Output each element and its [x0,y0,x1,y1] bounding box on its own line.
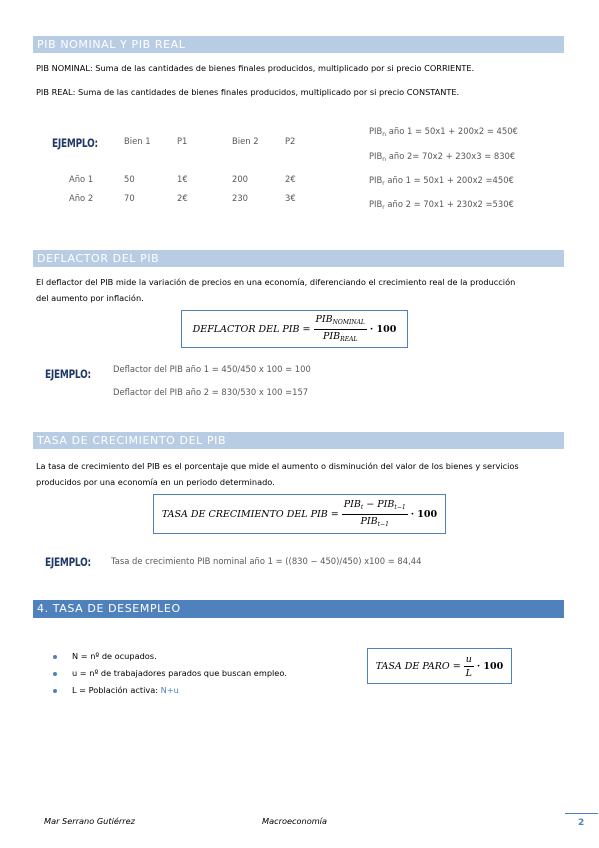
calc-line: $PIB_n$ año 1 = 50x1 + 200x2 = 450€ [369,126,518,138]
bullet-dot [53,689,57,693]
table-cell: 1€ [177,174,188,184]
example-label: EJEMPLO: [45,555,91,569]
footer-rule [565,813,598,814]
paragraph-line: producidos por una economía en un periodo determinado. [36,477,275,487]
table-cell: 50 [124,174,135,184]
table-header: Bien 1 [124,136,151,146]
list-item: L = Población activa: N+u [72,685,179,695]
paragraph-line: del aumento por inflación. [36,293,144,303]
table-cell: 200 [232,174,248,184]
formula-times: · 100 [410,508,438,520]
example-label: EJEMPLO: [52,136,98,150]
section-title: DEFLACTOR DEL PIB [37,252,160,265]
table-cell: 70 [124,193,135,203]
table-cell: 3€ [285,193,296,203]
list-item: N = nº de ocupados. [72,651,157,661]
table-header: P1 [177,136,188,146]
example-line: Tasa de crecimiento PIB nominal año 1 = ((830 − 450)/450) x100 = 84,44 [111,556,422,566]
page-number: 2 [578,818,585,828]
example-label: EJEMPLO: [45,367,91,381]
section-banner-pib [33,36,564,53]
table-cell: 2€ [285,174,296,184]
formula-lhs: TASA DE PARO = [375,660,461,672]
calc-line: $PIB_r$ año 2 = 70x1 + 230x2 =530€ [369,199,514,211]
accent-text: N+u [160,685,179,695]
section-title: PIB NOMINAL Y PIB REAL [37,38,186,51]
formula-crecimiento [153,494,446,534]
paragraph-pib-nominal: PIB NOMINAL: Suma de las cantidades de bienes finales producidos, multiplicado por si precio CORRIENTE. [36,63,475,73]
formula-times: · 100 [476,660,504,672]
paragraph-line: La tasa de crecimiento del PIB es el porcentaje que mide el aumento o disminución del valor de los bienes y servicios [36,461,519,471]
footer-author: Mar Serrano Gutiérrez [44,816,135,826]
section-title: 4. TASA DE DESEMPLEO [37,602,181,615]
table-row-label: Año 1 [69,174,94,184]
calc-line: $PIB_n$ año 2= 70x2 + 230x3 = 830€ [369,151,516,163]
table-cell: 230 [232,193,248,203]
section-banner-desempleo [33,600,564,618]
paragraph-pib-real: PIB REAL: Suma de las cantidades de bienes finales producidos, multiplicado por si precio CONSTANTE. [36,87,460,97]
formula-fraction: $\frac{PIB_t - PIB_{t-1}}{PIB_{t-1}}$ [343,498,406,528]
table-row-label: Año 2 [69,193,94,203]
section-banner-deflactor [33,250,564,267]
bullet-dot [53,672,57,676]
bullet-dot [53,655,57,659]
table-header: Bien 2 [232,136,259,146]
section-title: TASA DE CRECIMIENTO DEL PIB [37,434,227,447]
footer-subject: Macroeconomía [262,816,327,826]
formula-lhs: TASA DE CRECIMIENTO DEL PIB = [161,508,339,520]
formula-times: · 100 [369,323,397,335]
section-banner-crecimiento [33,432,564,449]
table-cell: 2€ [177,193,188,203]
formula-fraction: $\frac{PIB_{NOMINAL}}{PIB_{REAL}}$ [315,313,365,343]
calc-line: $PIB_r$ año 1 = 50x1 + 200x2 =450€ [369,175,514,187]
paragraph-line: El deflactor del PIB mide la variación de precios en una economía, diferenciando el crecimiento real de la producción [36,277,516,287]
list-item: u = nº de trabajadores parados que buscan empleo. [72,668,287,678]
example-line: Deflactor del PIB año 2 = 830/530 x 100 =157 [113,387,309,397]
example-line: Deflactor del PIB año 1 = 450/450 x 100 = 100 [113,364,311,374]
formula-paro [367,648,512,684]
formula-deflactor [181,310,408,348]
formula-fraction: $\frac{u}{L}$ [465,653,472,679]
formula-lhs: DEFLACTOR DEL PIB = [192,323,311,335]
table-header: P2 [285,136,296,146]
